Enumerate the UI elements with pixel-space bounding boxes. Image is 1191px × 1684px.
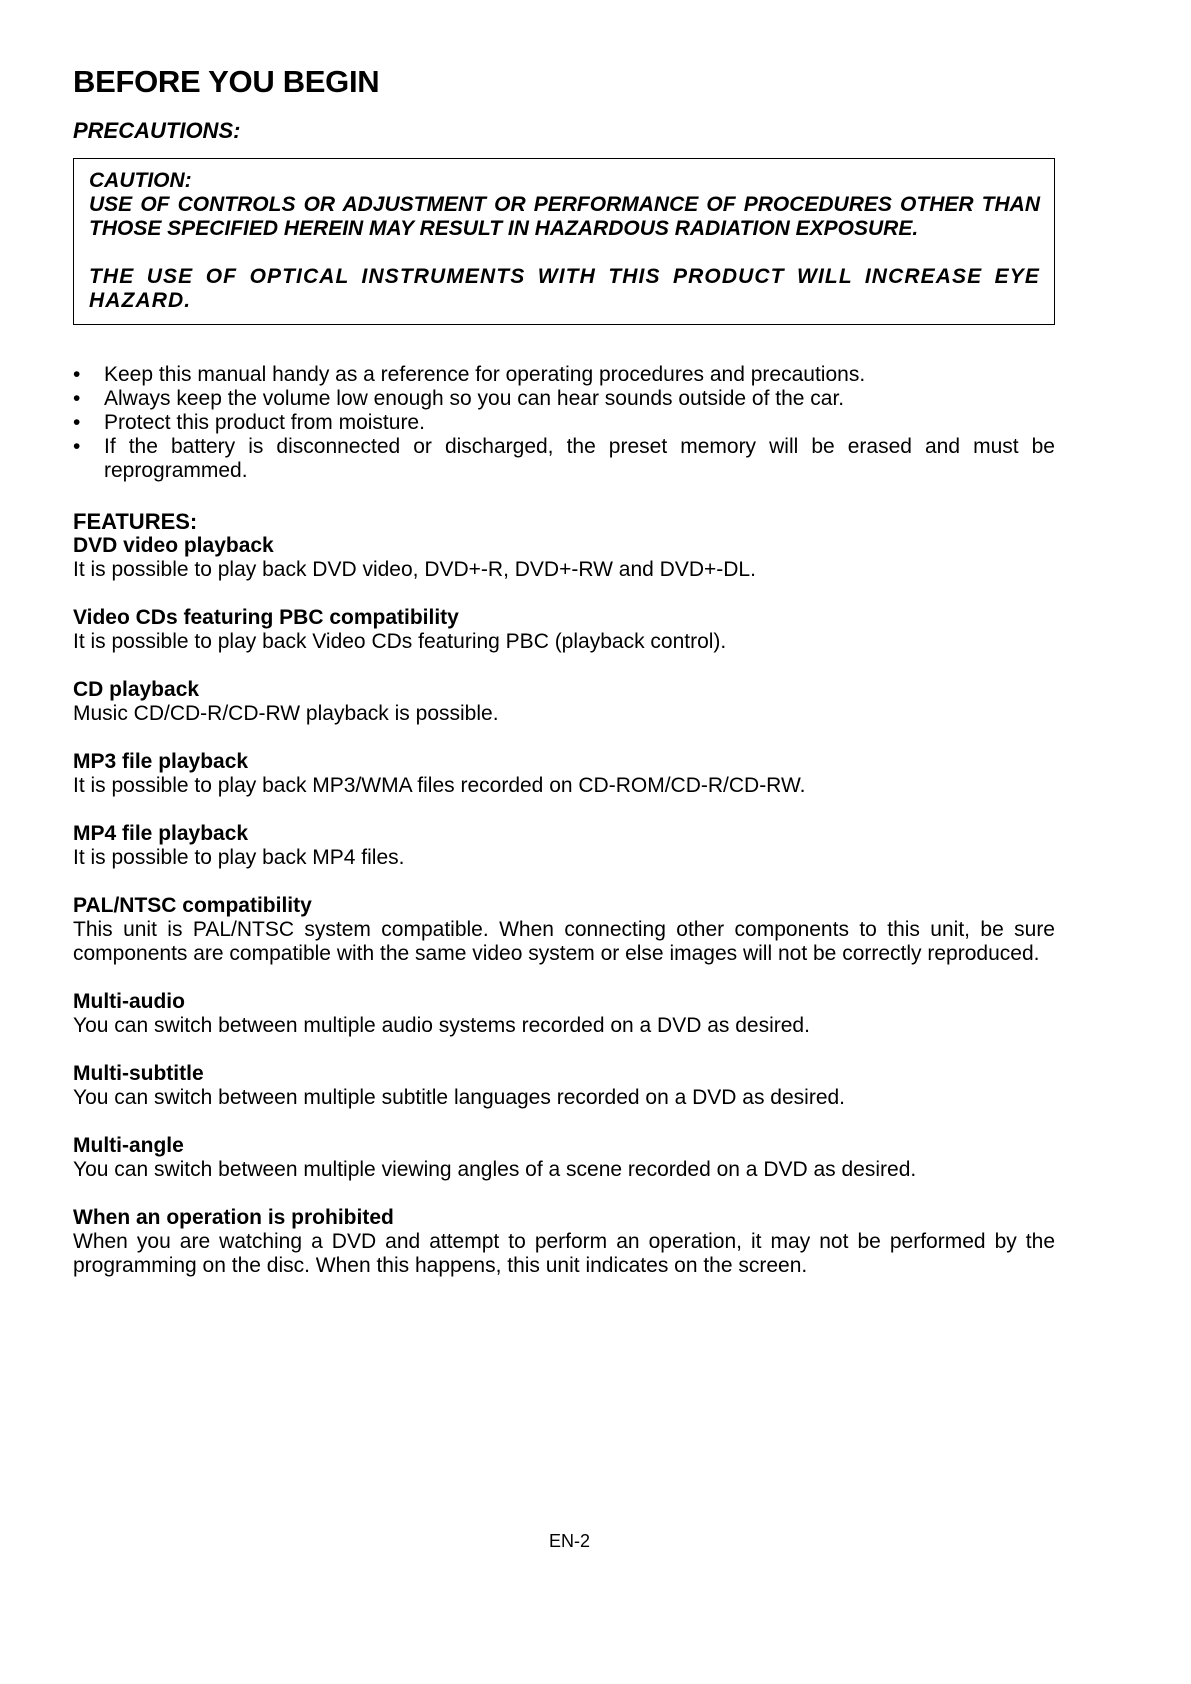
feature-description: Music CD/CD-R/CD-RW playback is possible. (73, 702, 499, 725)
feature-title: PAL/NTSC compatibility (73, 894, 312, 917)
feature-description: You can switch between multiple audio systems recorded on a DVD as desired. (73, 1014, 810, 1037)
feature-description: It is possible to play back Video CDs featuring PBC (playback control). (73, 630, 727, 653)
feature-mp4-playback (73, 822, 1055, 870)
caution-box (73, 158, 1055, 325)
manual-page (73, 60, 1055, 1278)
feature-title: Video CDs featuring PBC compatibility (73, 606, 459, 629)
page-number: EN-2 (548, 1531, 590, 1551)
list-item (73, 435, 1055, 483)
feature-pal-ntsc (73, 894, 1055, 966)
feature-description: It is possible to play back DVD video, DVD+-R, DVD+-RW and DVD+-DL. (73, 558, 756, 581)
bullet-icon: • (73, 435, 81, 458)
list-item (73, 411, 1055, 435)
precautions-list (73, 363, 1055, 483)
precautions-heading: PRECAUTIONS: (73, 118, 241, 143)
bullet-icon: • (73, 363, 81, 386)
feature-mp3-playback (73, 750, 1055, 798)
feature-title: When an operation is prohibited (73, 1206, 394, 1229)
feature-prohibited-operation (73, 1206, 1055, 1278)
feature-description: You can switch between multiple subtitle languages recorded on a DVD as desired. (73, 1086, 846, 1109)
feature-title: MP3 file playback (73, 750, 249, 773)
feature-description: It is possible to play back MP4 files. (73, 846, 405, 869)
page-footer (0, 1531, 1191, 1552)
feature-title: DVD video playback (73, 534, 274, 557)
feature-description: You can switch between multiple viewing angles of a scene recorded on a DVD as desired. (73, 1158, 917, 1181)
feature-multi-angle (73, 1134, 1055, 1182)
feature-title: MP4 file playback (73, 822, 249, 845)
list-item-text: Keep this manual handy as a reference for operating procedures and precautions. (104, 363, 866, 386)
features-heading: FEATURES: (73, 509, 198, 534)
caution-label: CAUTION: (89, 169, 192, 192)
feature-description: It is possible to play back MP3/WMA files recorded on CD-ROM/CD-R/CD-RW. (73, 774, 806, 797)
bullet-icon: • (73, 387, 81, 410)
feature-title: CD playback (73, 678, 200, 701)
feature-title: Multi-angle (73, 1134, 184, 1157)
feature-dvd-video (73, 534, 1055, 582)
list-item (73, 363, 1055, 387)
page-title: BEFORE YOU BEGIN (73, 64, 380, 99)
feature-cd-playback (73, 678, 1055, 726)
list-item-text: Always keep the volume low enough so you can hear sounds outside of the car. (104, 387, 845, 410)
bullet-icon: • (73, 411, 81, 434)
feature-video-cd (73, 606, 1055, 654)
feature-title: Multi-audio (73, 990, 185, 1013)
feature-multi-audio (73, 990, 1055, 1038)
caution-text-optical: THE USE OF OPTICAL INSTRUMENTS WITH THIS PRODUCT WILL INCREASE EYE HAZARD. (89, 265, 1040, 312)
feature-description: When you are watching a DVD and attempt to perform an operation, it may not be performed by the programming on the disc. When this happens, this unit indicates on the screen. (73, 1230, 1055, 1277)
list-item-text: Protect this product from moisture. (104, 411, 425, 434)
feature-multi-subtitle (73, 1062, 1055, 1110)
list-item-text: If the battery is disconnected or discharged, the preset memory will be erased and must be reprogrammed. (104, 435, 1055, 482)
caution-text-radiation: USE OF CONTROLS OR ADJUSTMENT OR PERFORMANCE OF PROCEDURES OTHER THAN THOSE SPECIFIED HEREIN MAY RESULT IN HAZARDOUS RADIATION EXPOSURE. (89, 193, 1040, 240)
feature-description: This unit is PAL/NTSC system compatible. When connecting other components to this unit, be sure components are compatible with the same video system or else images will not be correctly reproduced. (73, 918, 1055, 965)
feature-title: Multi-subtitle (73, 1062, 204, 1085)
list-item (73, 387, 1055, 411)
